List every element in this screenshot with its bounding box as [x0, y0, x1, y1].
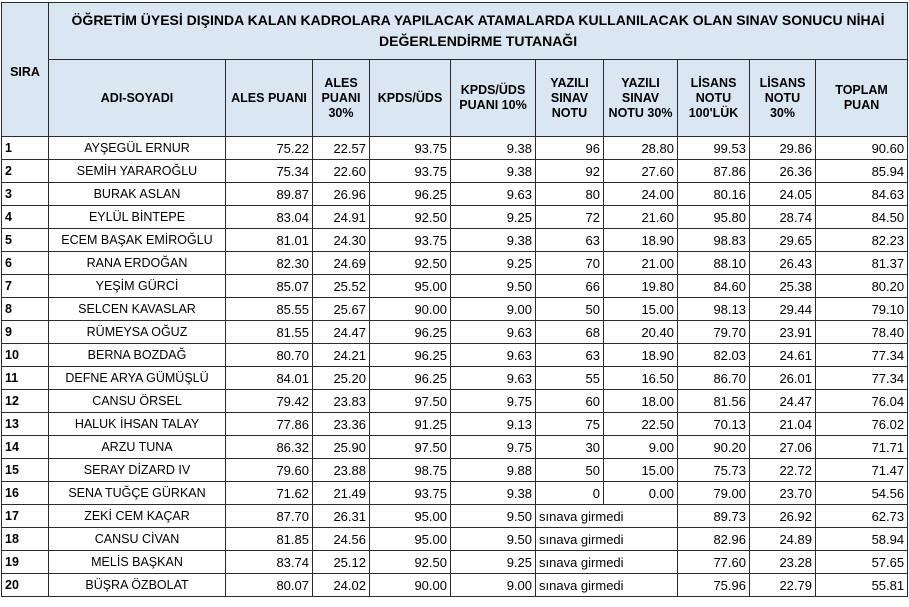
- ales-30-score: 26.31: [313, 505, 370, 528]
- total-score: 71.71: [816, 436, 908, 459]
- written-exam-30-score: 15.00: [604, 459, 678, 482]
- ales-30-score: 25.20: [313, 367, 370, 390]
- results-table: [1, 2, 908, 597]
- ales-30-score: 24.47: [313, 321, 370, 344]
- table-row: [2, 505, 908, 528]
- ales-30-score: 26.96: [313, 183, 370, 206]
- table-row: [2, 367, 908, 390]
- ales-score: 81.55: [226, 321, 313, 344]
- kpds-10-score: 9.00: [451, 298, 536, 321]
- row-number: 16: [2, 482, 49, 505]
- kpds-score: 93.75: [370, 160, 451, 183]
- license-grade: 84.60: [678, 275, 750, 298]
- license-30-score: 24.05: [750, 183, 816, 206]
- ales-30-score: 24.56: [313, 528, 370, 551]
- total-score: 55.81: [816, 574, 908, 597]
- kpds-10-score: 9.13: [451, 413, 536, 436]
- license-grade: 79.00: [678, 482, 750, 505]
- ales-30-score: 24.02: [313, 574, 370, 597]
- kpds-10-score: 9.63: [451, 321, 536, 344]
- ales-score: 80.07: [226, 574, 313, 597]
- license-30-score: 26.01: [750, 367, 816, 390]
- total-score: 62.73: [816, 505, 908, 528]
- person-name: RANA ERDOĞAN: [49, 252, 226, 275]
- table-row: [2, 252, 908, 275]
- total-score: 77.34: [816, 367, 908, 390]
- license-30-score: 24.47: [750, 390, 816, 413]
- license-30-score: 29.44: [750, 298, 816, 321]
- ales-score: 75.34: [226, 160, 313, 183]
- kpds-10-score: 9.50: [451, 505, 536, 528]
- ales-score: 79.60: [226, 459, 313, 482]
- row-number: 17: [2, 505, 49, 528]
- person-name: HALUK İHSAN TALAY: [49, 413, 226, 436]
- ales-30-score: 24.91: [313, 206, 370, 229]
- written-exam-score: 75: [536, 413, 604, 436]
- written-exam-score: 30: [536, 436, 604, 459]
- written-exam-score: 92: [536, 160, 604, 183]
- person-name: ECEM BAŞAK EMİROĞLU: [49, 229, 226, 252]
- kpds-10-score: 9.88: [451, 459, 536, 482]
- written-exam-30-score: 0.00: [604, 482, 678, 505]
- kpds-10-score: 9.75: [451, 436, 536, 459]
- column-header-lisans30-header: LİSANS NOTU 30%: [750, 60, 816, 137]
- total-score: 82.23: [816, 229, 908, 252]
- row-number: 18: [2, 528, 49, 551]
- written-exam-score: 55: [536, 367, 604, 390]
- license-30-score: 22.72: [750, 459, 816, 482]
- license-30-score: 21.04: [750, 413, 816, 436]
- row-number: 10: [2, 344, 49, 367]
- person-name: CANSU ÖRSEL: [49, 390, 226, 413]
- ales-score: 83.04: [226, 206, 313, 229]
- kpds-score: 92.50: [370, 252, 451, 275]
- column-header-ales30-header: ALES PUANI 30%: [313, 60, 370, 137]
- written-exam-30-score: 19.80: [604, 275, 678, 298]
- kpds-10-score: 9.50: [451, 528, 536, 551]
- total-score: 79.10: [816, 298, 908, 321]
- kpds-10-score: 9.00: [451, 574, 536, 597]
- ales-score: 84.01: [226, 367, 313, 390]
- ales-score: 75.22: [226, 137, 313, 160]
- kpds-10-score: 9.38: [451, 160, 536, 183]
- ales-score: 87.70: [226, 505, 313, 528]
- row-number: 7: [2, 275, 49, 298]
- ales-score: 81.01: [226, 229, 313, 252]
- table-row: [2, 344, 908, 367]
- license-grade: 75.73: [678, 459, 750, 482]
- license-grade: 70.13: [678, 413, 750, 436]
- total-score: 81.37: [816, 252, 908, 275]
- license-grade: 81.56: [678, 390, 750, 413]
- kpds-score: 96.25: [370, 367, 451, 390]
- license-grade: 82.03: [678, 344, 750, 367]
- total-score: 85.94: [816, 160, 908, 183]
- ales-30-score: 24.69: [313, 252, 370, 275]
- license-grade: 87.86: [678, 160, 750, 183]
- row-number: 12: [2, 390, 49, 413]
- kpds-10-score: 9.63: [451, 367, 536, 390]
- row-number: 1: [2, 137, 49, 160]
- table-row: [2, 413, 908, 436]
- kpds-score: 96.25: [370, 321, 451, 344]
- written-exam-score: 80: [536, 183, 604, 206]
- ales-score: 85.07: [226, 275, 313, 298]
- column-header-ales-header: ALES PUANI: [226, 60, 313, 137]
- kpds-score: 90.00: [370, 574, 451, 597]
- written-exam-30-score: 18.00: [604, 390, 678, 413]
- total-score: 84.50: [816, 206, 908, 229]
- absent-note: sınava girmedi: [536, 574, 678, 597]
- ales-30-score: 22.57: [313, 137, 370, 160]
- row-number: 19: [2, 551, 49, 574]
- license-30-score: 24.89: [750, 528, 816, 551]
- ales-30-score: 25.90: [313, 436, 370, 459]
- written-exam-score: 68: [536, 321, 604, 344]
- ales-30-score: 24.21: [313, 344, 370, 367]
- written-exam-score: 60: [536, 390, 604, 413]
- row-number: 6: [2, 252, 49, 275]
- table-row: [2, 551, 908, 574]
- ales-30-score: 23.88: [313, 459, 370, 482]
- row-number: 4: [2, 206, 49, 229]
- written-exam-score: 50: [536, 298, 604, 321]
- ales-score: 79.42: [226, 390, 313, 413]
- person-name: EYLÜL BİNTEPE: [49, 206, 226, 229]
- person-name: BERNA BOZDAĞ: [49, 344, 226, 367]
- license-grade: 98.83: [678, 229, 750, 252]
- license-grade: 99.53: [678, 137, 750, 160]
- license-grade: 90.20: [678, 436, 750, 459]
- column-header-toplam-header: TOPLAM PUAN: [816, 60, 908, 137]
- sira-header: SIRA: [2, 3, 49, 137]
- license-grade: 75.96: [678, 574, 750, 597]
- person-name: ARZU TUNA: [49, 436, 226, 459]
- total-score: 80.20: [816, 275, 908, 298]
- person-name: BÜŞRA ÖZBOLAT: [49, 574, 226, 597]
- kpds-score: 91.25: [370, 413, 451, 436]
- total-score: 84.63: [816, 183, 908, 206]
- table-row: [2, 137, 908, 160]
- written-exam-30-score: 20.40: [604, 321, 678, 344]
- kpds-score: 93.75: [370, 482, 451, 505]
- kpds-score: 92.50: [370, 206, 451, 229]
- ales-30-score: 25.52: [313, 275, 370, 298]
- table-body: [2, 137, 908, 597]
- written-exam-30-score: 18.90: [604, 344, 678, 367]
- table-row: [2, 183, 908, 206]
- license-grade: 80.16: [678, 183, 750, 206]
- written-exam-30-score: 21.60: [604, 206, 678, 229]
- person-name: RÜMEYSA OĞUZ: [49, 321, 226, 344]
- column-header-lisans-header: LİSANS NOTU 100'LÜK: [678, 60, 750, 137]
- table-row: [2, 574, 908, 597]
- written-exam-score: 66: [536, 275, 604, 298]
- table-row: [2, 459, 908, 482]
- written-exam-30-score: 15.00: [604, 298, 678, 321]
- row-number: 8: [2, 298, 49, 321]
- row-number: 3: [2, 183, 49, 206]
- row-number: 2: [2, 160, 49, 183]
- ales-30-score: 24.30: [313, 229, 370, 252]
- ales-score: 83.74: [226, 551, 313, 574]
- written-exam-score: 63: [536, 229, 604, 252]
- ales-score: 80.70: [226, 344, 313, 367]
- license-grade: 88.10: [678, 252, 750, 275]
- row-number: 20: [2, 574, 49, 597]
- ales-30-score: 25.12: [313, 551, 370, 574]
- written-exam-score: 0: [536, 482, 604, 505]
- ales-30-score: 21.49: [313, 482, 370, 505]
- license-30-score: 23.28: [750, 551, 816, 574]
- total-score: 76.04: [816, 390, 908, 413]
- column-header-kpds10-header: KPDS/ÜDS PUANI 10%: [451, 60, 536, 137]
- license-30-score: 28.74: [750, 206, 816, 229]
- kpds-10-score: 9.38: [451, 229, 536, 252]
- column-header-yazili30-header: YAZILI SINAV NOTU 30%: [604, 60, 678, 137]
- kpds-score: 97.50: [370, 390, 451, 413]
- absent-note: sınava girmedi: [536, 528, 678, 551]
- kpds-10-score: 9.25: [451, 252, 536, 275]
- kpds-10-score: 9.63: [451, 344, 536, 367]
- table-row: [2, 160, 908, 183]
- kpds-score: 92.50: [370, 551, 451, 574]
- kpds-10-score: 9.38: [451, 137, 536, 160]
- written-exam-30-score: 24.00: [604, 183, 678, 206]
- written-exam-score: 63: [536, 344, 604, 367]
- column-header-row: [2, 60, 908, 137]
- kpds-10-score: 9.25: [451, 206, 536, 229]
- ales-score: 77.86: [226, 413, 313, 436]
- total-score: 76.02: [816, 413, 908, 436]
- row-number: 13: [2, 413, 49, 436]
- table-row: [2, 206, 908, 229]
- person-name: ZEKİ CEM KAÇAR: [49, 505, 226, 528]
- person-name: SENA TUĞÇE GÜRKAN: [49, 482, 226, 505]
- column-header-name-header: ADI-SOYADI: [49, 60, 226, 137]
- person-name: YEŞİM GÜRCİ: [49, 275, 226, 298]
- kpds-score: 98.75: [370, 459, 451, 482]
- written-exam-30-score: 22.50: [604, 413, 678, 436]
- column-header-kpds-header: KPDS/ÜDS: [370, 60, 451, 137]
- table-row: [2, 275, 908, 298]
- license-grade: 98.13: [678, 298, 750, 321]
- ales-score: 85.55: [226, 298, 313, 321]
- license-30-score: 22.79: [750, 574, 816, 597]
- written-exam-score: 70: [536, 252, 604, 275]
- ales-score: 89.87: [226, 183, 313, 206]
- person-name: SERAY DİZARD IV: [49, 459, 226, 482]
- kpds-score: 96.25: [370, 344, 451, 367]
- ales-score: 81.85: [226, 528, 313, 551]
- ales-30-score: 22.60: [313, 160, 370, 183]
- kpds-score: 90.00: [370, 298, 451, 321]
- written-exam-30-score: 16.50: [604, 367, 678, 390]
- license-30-score: 29.86: [750, 137, 816, 160]
- kpds-10-score: 9.75: [451, 390, 536, 413]
- table-row: [2, 528, 908, 551]
- total-score: 71.47: [816, 459, 908, 482]
- license-grade: 79.70: [678, 321, 750, 344]
- kpds-score: 93.75: [370, 137, 451, 160]
- total-score: 58.94: [816, 528, 908, 551]
- license-grade: 95.80: [678, 206, 750, 229]
- license-grade: 89.73: [678, 505, 750, 528]
- license-30-score: 27.06: [750, 436, 816, 459]
- row-number: 5: [2, 229, 49, 252]
- written-exam-30-score: 21.00: [604, 252, 678, 275]
- written-exam-30-score: 9.00: [604, 436, 678, 459]
- written-exam-30-score: 27.60: [604, 160, 678, 183]
- ales-30-score: 25.67: [313, 298, 370, 321]
- written-exam-30-score: 28.80: [604, 137, 678, 160]
- license-grade: 82.96: [678, 528, 750, 551]
- kpds-score: 96.25: [370, 183, 451, 206]
- row-number: 11: [2, 367, 49, 390]
- license-30-score: 24.61: [750, 344, 816, 367]
- person-name: BURAK ASLAN: [49, 183, 226, 206]
- row-number: 9: [2, 321, 49, 344]
- total-score: 77.34: [816, 344, 908, 367]
- ales-score: 82.30: [226, 252, 313, 275]
- written-exam-score: 72: [536, 206, 604, 229]
- table-row: [2, 229, 908, 252]
- ales-30-score: 23.36: [313, 413, 370, 436]
- license-30-score: 26.36: [750, 160, 816, 183]
- written-exam-30-score: 18.90: [604, 229, 678, 252]
- ales-score: 71.62: [226, 482, 313, 505]
- ales-score: 86.32: [226, 436, 313, 459]
- table-row: [2, 436, 908, 459]
- row-number: 14: [2, 436, 49, 459]
- table-row: [2, 298, 908, 321]
- license-grade: 86.70: [678, 367, 750, 390]
- license-30-score: 29.65: [750, 229, 816, 252]
- license-30-score: 23.91: [750, 321, 816, 344]
- kpds-score: 95.00: [370, 275, 451, 298]
- table-title: ÖĞRETİM ÜYESİ DIŞINDA KALAN KADROLARA YAPILACAK ATAMALARDA KULLANILACAK OLAN SINAV SONUCU NİHAİ DEĞERLENDİRME TUTANAĞI: [49, 3, 908, 60]
- kpds-10-score: 9.25: [451, 551, 536, 574]
- kpds-score: 97.50: [370, 436, 451, 459]
- written-exam-score: 96: [536, 137, 604, 160]
- table-row: [2, 390, 908, 413]
- person-name: DEFNE ARYA GÜMÜŞLÜ: [49, 367, 226, 390]
- written-exam-score: 50: [536, 459, 604, 482]
- ales-30-score: 23.83: [313, 390, 370, 413]
- license-grade: 77.60: [678, 551, 750, 574]
- license-30-score: 25.38: [750, 275, 816, 298]
- kpds-10-score: 9.50: [451, 275, 536, 298]
- table-row: [2, 321, 908, 344]
- kpds-10-score: 9.63: [451, 183, 536, 206]
- row-number: 15: [2, 459, 49, 482]
- person-name: AYŞEGÜL ERNUR: [49, 137, 226, 160]
- kpds-score: 95.00: [370, 528, 451, 551]
- kpds-score: 93.75: [370, 229, 451, 252]
- kpds-10-score: 9.38: [451, 482, 536, 505]
- total-score: 90.60: [816, 137, 908, 160]
- person-name: CANSU CİVAN: [49, 528, 226, 551]
- total-score: 57.65: [816, 551, 908, 574]
- person-name: SELCEN KAVASLAR: [49, 298, 226, 321]
- person-name: MELİS BAŞKAN: [49, 551, 226, 574]
- absent-note: sınava girmedi: [536, 551, 678, 574]
- license-30-score: 23.70: [750, 482, 816, 505]
- total-score: 54.56: [816, 482, 908, 505]
- license-30-score: 26.43: [750, 252, 816, 275]
- column-header-yazili-header: YAZILI SINAV NOTU: [536, 60, 604, 137]
- absent-note: sınava girmedi: [536, 505, 678, 528]
- total-score: 78.40: [816, 321, 908, 344]
- license-30-score: 26.92: [750, 505, 816, 528]
- person-name: SEMİH YARAROĞLU: [49, 160, 226, 183]
- kpds-score: 95.00: [370, 505, 451, 528]
- table-row: [2, 482, 908, 505]
